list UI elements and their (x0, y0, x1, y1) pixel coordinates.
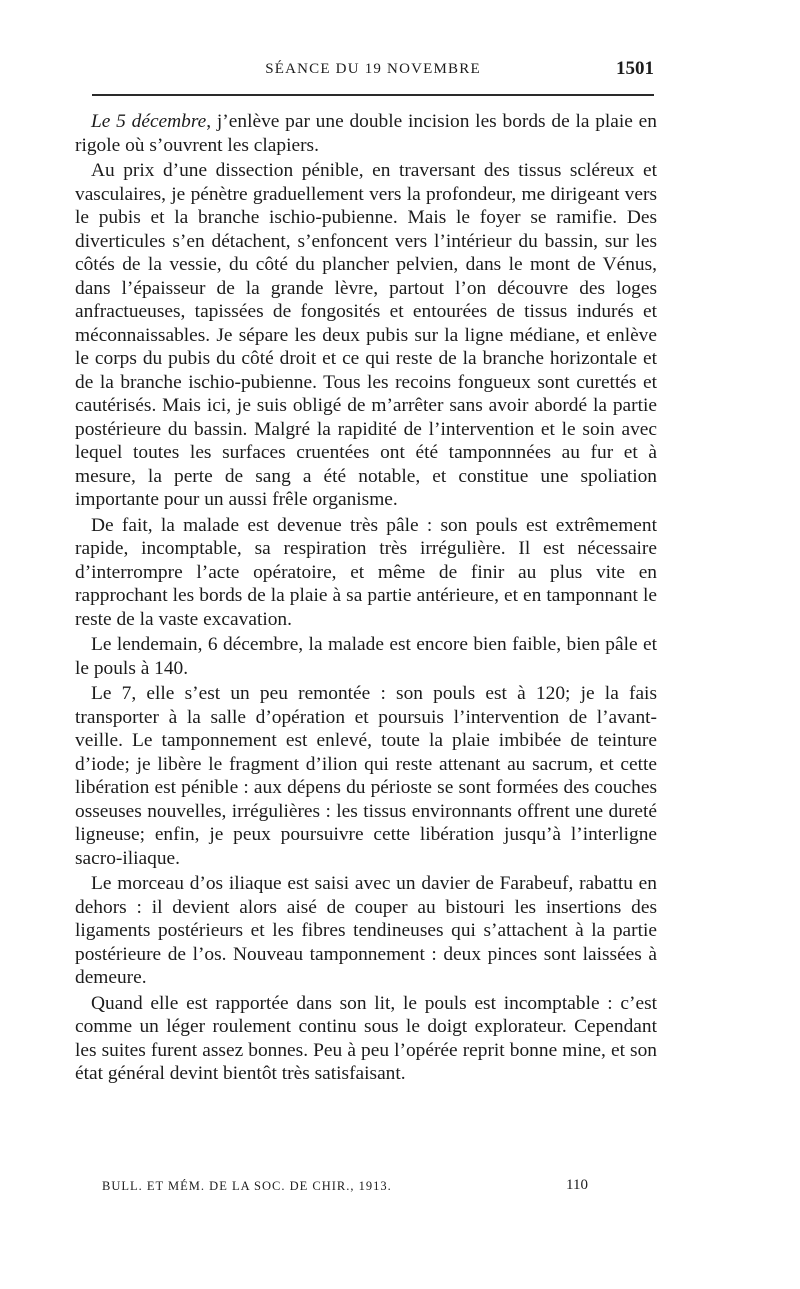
paragraph-6: Le morceau d’os iliaque est saisi avec un davier de Farabeuf, rabattu en dehors : il devient alors aisé de couper au bistouri les insertions des ligaments postérieurs et les fibres tendineuses qui s’attachent à la partie postérieure de l’os. Nouveau tamponnement : deux pinces sont laissées à demeure. (75, 873, 657, 988)
header-title: SÉANCE DU 19 NOVEMBRE (265, 61, 481, 77)
paragraph-7: Quand elle est rapportée dans son lit, le pouls est incomptable : c’est comme un léger roulement continu sous le doigt explorateur. Cependant les suites furent assez bonnes. Peu à peu l’opérée reprit bonne mine, et son état général devint bientôt très satisfaisant. (75, 992, 657, 1084)
signature-mark: 110 (566, 1177, 588, 1193)
paragraph-1-text: , j’enlève par une double incision les bords de la plaie en rigole où s’ouvrent les clapiers. (75, 111, 657, 156)
running-header (92, 58, 654, 82)
paragraph-1 (75, 110, 657, 157)
paragraph-2: Au prix d’une dissection pénible, en traversant des tissus scléreux et vasculaires, je pénètre graduellement vers la profondeur, me dirigeant vers le pubis et la branche ischio-pubienne. Mais le foyer se ramifie. Des diverticules s’en détachent, s’enfoncent vers l’intérieur du bassin, sur les côtés de la vessie, du côté du plancher pelvien, dans le mont de Vénus, dans l’épaisseur de la grande lèvre, partout l’on découvre des loges anfractueuses, tapissées de fongosités et entourées de tissus indurés et méconnaissables. Je sépare les deux pubis sur la ligne médiane, et enlève le corps du pubis du côté droit et ce qui reste de la branche horizontale et de la branche ischio-pubienne. Tous les recoins fongueux sont curettés et cautérisés. Mais ici, je suis obligé de m’arrêter sans avoir abordé la partie postérieure du bassin. Malgré la rapidité de l’intervention et le soin avec lequel toutes les surfaces cruentées ont été tamponnnées au fur et à mesure, la perte de sang a été notable, et constitue une spoliation importante pour un aussi frêle organisme. (75, 160, 657, 510)
date-italic: Le 5 décembre (91, 111, 207, 132)
paragraph-5: Le 7, elle s’est un peu remontée : son pouls est à 120; je la fais transporter à la salle d’opération et poursuis l’intervention de l’avant-veille. Le tamponnement est enlevé, toute la plaie imbibée de teinture d’iode; je libère le fragment d’ilion qui reste attenant au sacrum, et cette libération est pénible : aux dépens du périoste se sont formées des couches osseuses nouvelles, irrégulières : les tissus environnants offrent une dureté ligneuse; enfin, je peux poursuivre cette libération jusqu’à l’interligne sacro-iliaque. (75, 683, 657, 869)
header-rule (92, 94, 654, 96)
paragraph-3: De fait, la malade est devenue très pâle : son pouls est extrêmement rapide, incomptable, sa respiration très irrégulière. Il est nécessaire d’interrompre l’acte opératoire, et même de finir au plus vite en rapprochant les bords de la plaie à sa partie antérieure, et en tamponnant le reste de la vaste excavation. (75, 514, 657, 630)
body-text (75, 110, 657, 1088)
journal-citation: BULL. ET MÉM. DE LA SOC. DE CHIR., 1913. (102, 1179, 392, 1193)
page-number: 1501 (616, 58, 654, 79)
page-footer (92, 1177, 612, 1199)
paragraph-4: Le lendemain, 6 décembre, la malade est encore bien faible, bien pâle et le pouls à 140. (75, 634, 657, 679)
